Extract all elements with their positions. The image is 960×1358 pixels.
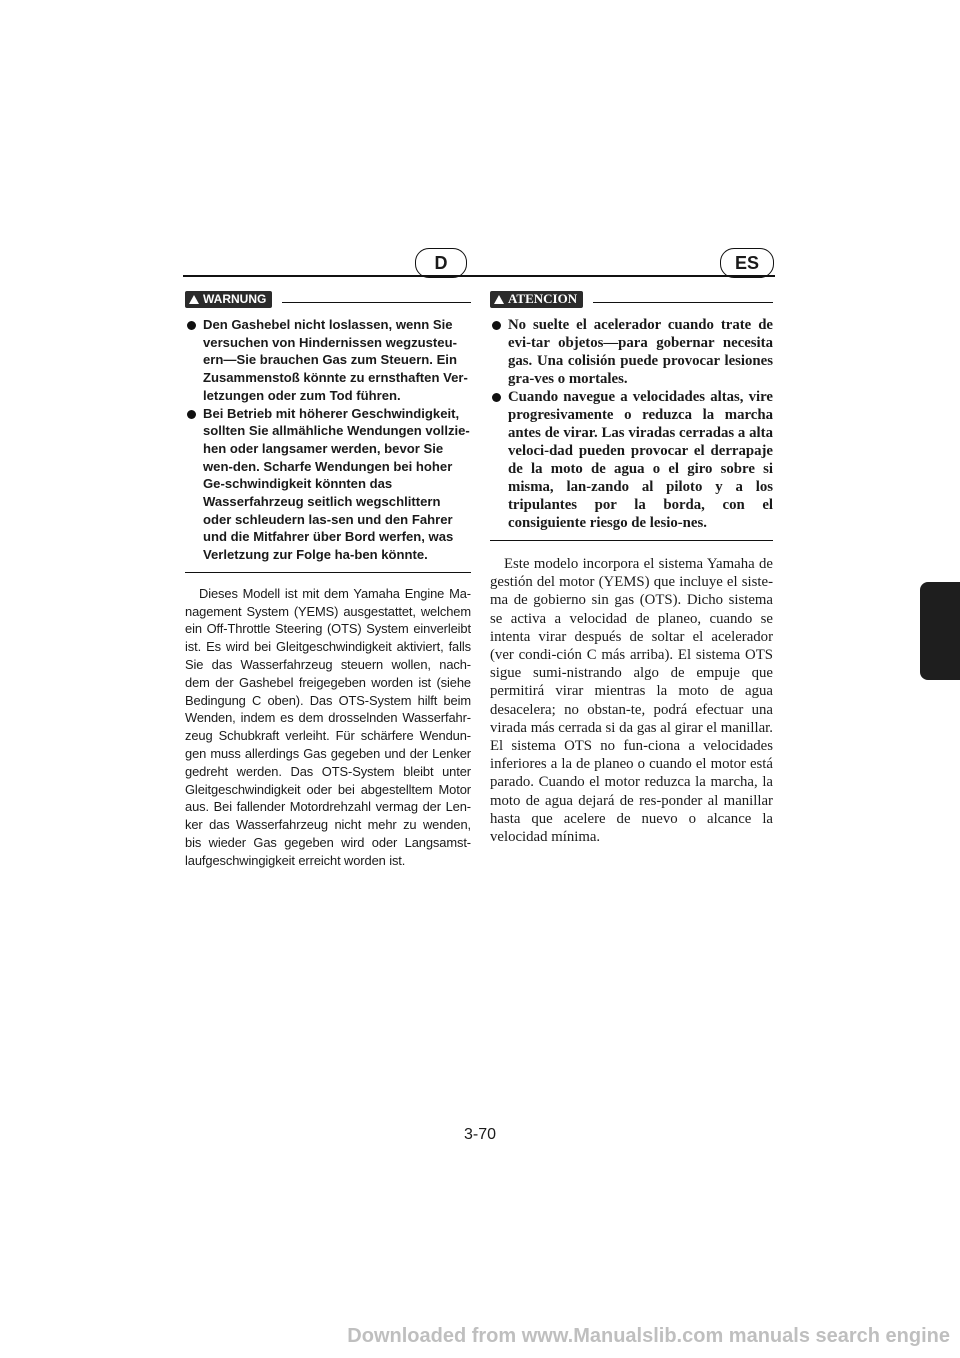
warning-header-es <box>490 290 773 308</box>
bullet-icon <box>187 321 196 330</box>
warning-item: Cuando navegue a velocidades altas, vire progresivamente o reduzca la marcha antes de virar. Las viradas cerradas a alta veloci-dad pueden provocar el derrapaje de la moto de agua o el giro sobre si misma, lan-zando al piloto y a los tripulantes por la borda, con el consiguiente riesgo de lesio-nes. <box>490 388 773 532</box>
warning-triangle-icon <box>189 295 199 304</box>
chapter-side-tab <box>920 582 960 680</box>
warning-header-line <box>593 302 773 303</box>
warning-header-de <box>185 290 471 308</box>
body-paragraph-es: Este modelo incorpora el sistema Yamaha de gestión del motor (YEMS) que incluye el siste-ma de gobierno sin gas (OTS). Dicho sistema se activa a velocidad de planeo, cuando se intenta virar después de soltar el acelerador (ver condi-ción C más arriba). El sistema OTS sigue sumi-nistrando algo de empuje que permitirá virar mientras la moto de agua desacelera; no obstan-te, podrá efectuar una virada más cerrada si da gas al girar el manillar. El sistema OTS no fun-ciona a velocidades inferiores a la de planeo o cuando el motor está parado. Cuando el motor reduzca la marcha, la moto de agua dejará de res-ponder al manillar hasta que acelere de nuevo o alcance la velocidad mínima. <box>490 556 773 846</box>
language-badge-de: D <box>415 248 467 278</box>
footer-watermark[interactable]: Downloaded from www.Manualslib.com manuals search engine <box>347 1325 950 1347</box>
spanish-column <box>490 290 773 861</box>
warning-end-rule <box>490 540 773 541</box>
warning-header-line <box>282 302 471 303</box>
page-number: 3-70 <box>463 1126 497 1143</box>
warning-end-rule <box>185 572 471 573</box>
language-badge-es: ES <box>720 248 774 278</box>
warning-item: Den Gashebel nicht loslassen, wenn Sie versuchen von Hindernissen wegzusteu-ern—Sie brauchen Gas zum Steuern. Ein Zusammenstoß könnte zu ernsthaften Ver-letzungen oder zum Tod führen. <box>185 316 471 405</box>
header-rule <box>183 275 775 277</box>
warning-item: Bei Betrieb mit höherer Geschwindigkeit, sollten Sie allmähliche Wendungen vollzie-hen oder langsamer werden, bevor Sie wen-den. Scharfe Wendungen bei hoher Ge-schwindigkeit könnten das Wasserfahrzeug seitlich wegschlittern oder schleudern las-sen und den Fahrer und die Mitfahrer über Bord werfen, was Verletzung zur Folge ha-ben könnte. <box>185 405 471 564</box>
warning-list-de <box>185 316 471 564</box>
warning-item: No suelte el acelerador cuando trate de evi-tar objetos—para gobernar necesita gas. Una colisión puede provocar lesiones gra-ves o mortales. <box>490 316 773 388</box>
warning-triangle-icon <box>494 295 504 304</box>
german-column <box>185 290 471 882</box>
bullet-icon <box>492 321 501 330</box>
warning-list-es <box>490 316 773 532</box>
bullet-icon <box>492 393 501 402</box>
warning-label-es: ATENCION <box>490 291 583 308</box>
body-paragraph-de: Dieses Modell ist mit dem Yamaha Engine Ma-nagement System (YEMS) ausgestattet, welchem ein Off-Throttle Steering (OTS) System einverleibt ist. Es wird bei Gleitgeschwindigkeit aktiviert, falls Sie das Wasserfahrzeug steuern wollen, nach-dem der Gashebel freigegeben worden ist (siehe Bedingung C oben). Das OTS-System hilft beim Wenden, indem es dem drosselnden Wasserfahr-zeug Schubkraft verleiht. Für schärfere Wendun-gen muss allerdings Gas gegeben und der Lenker gedreht werden. Das OTS-System bleibt unter Gleitgeschwindigkeit oder bei abgestelltem Motor aus. Bei fallender Motordrehzahl vermag der Len-ker das Wasserfahrzeug nicht mehr zu wenden, bis wieder Gas gegeben wird oder Langsamst-laufgeschwingigkeit erreicht worden ist. <box>185 585 471 868</box>
warning-label-de: WARNUNG <box>185 291 272 308</box>
bullet-icon <box>187 410 196 419</box>
